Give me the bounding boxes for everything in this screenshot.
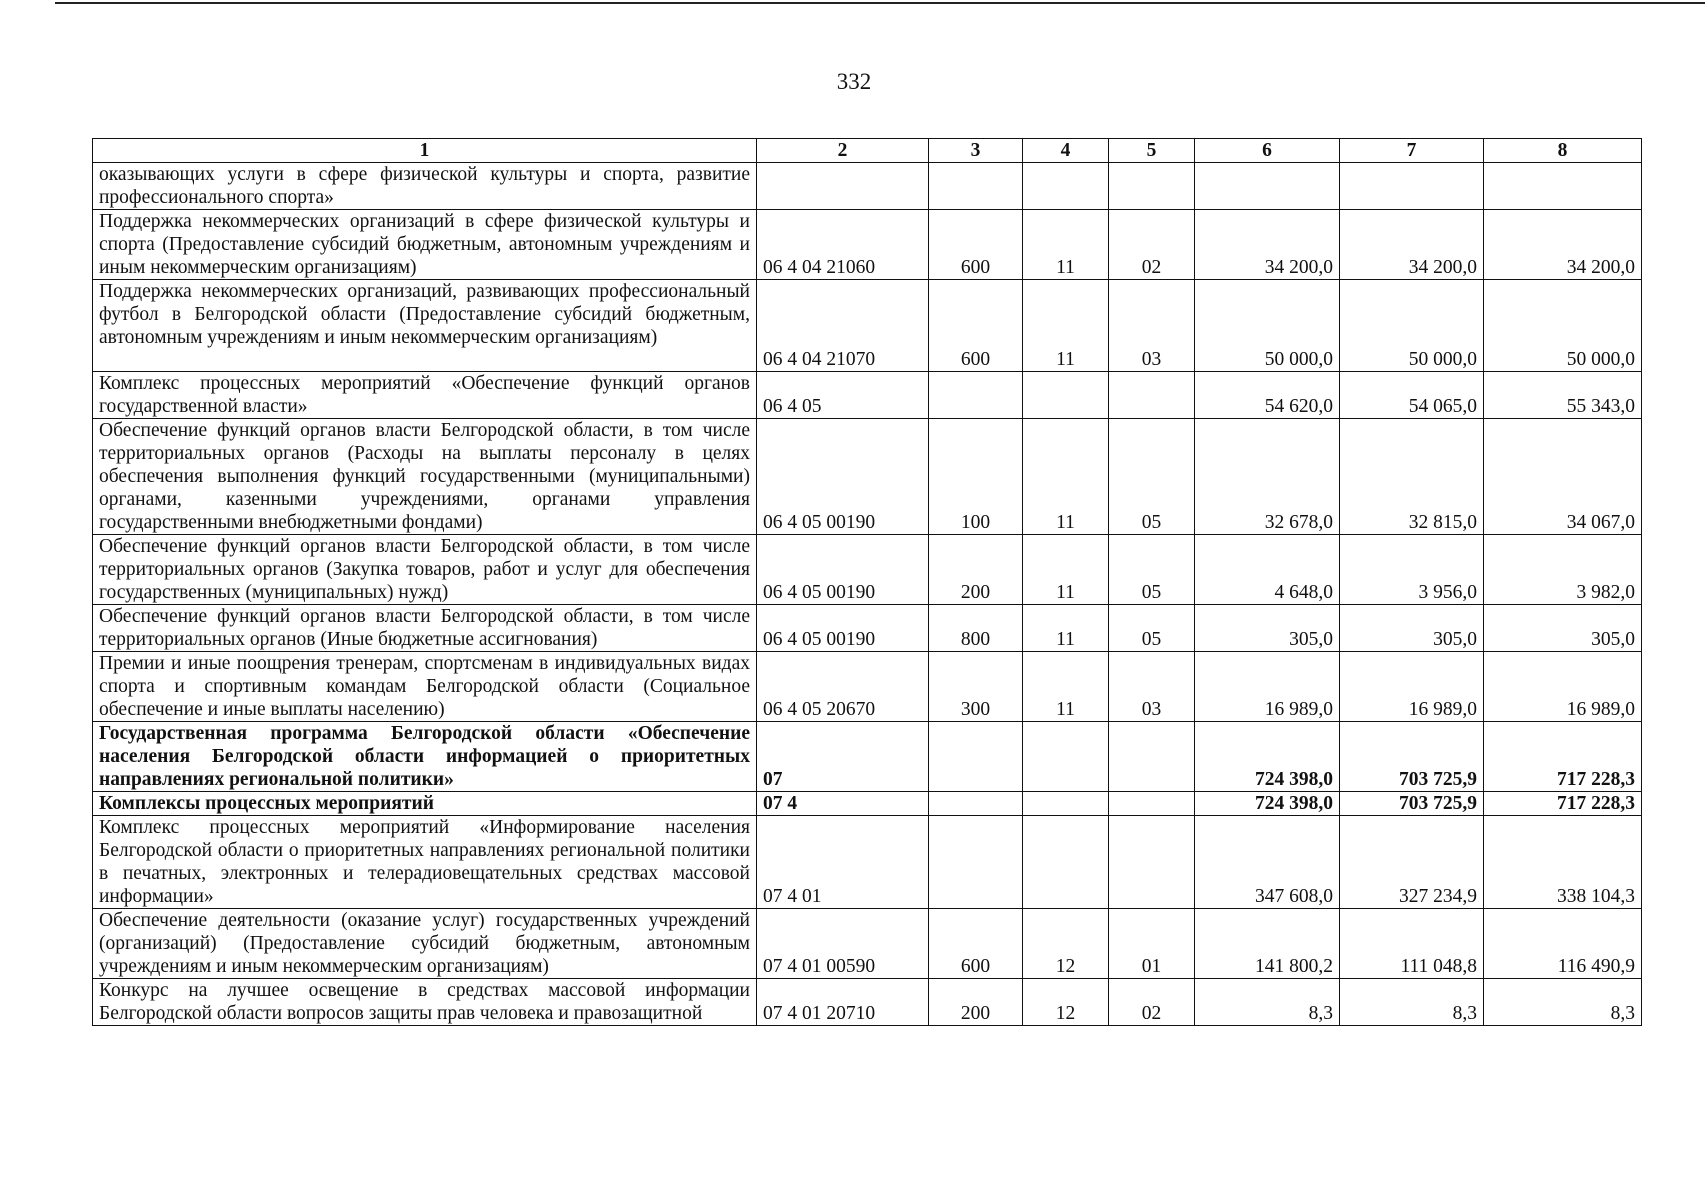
- row-col4: [1023, 372, 1109, 419]
- row-col6: 305,0: [1195, 605, 1340, 652]
- row-name: оказывающих услуги в сфере физической культуры и спорта, развитие профессионального спорта»: [93, 163, 757, 210]
- row-code: 06 4 05 00190: [757, 535, 929, 605]
- row-col4: [1023, 816, 1109, 909]
- row-col6: 32 678,0: [1195, 419, 1340, 535]
- row-col6: [1195, 163, 1340, 210]
- row-col4: 12: [1023, 979, 1109, 1026]
- row-col5: 01: [1109, 909, 1195, 979]
- row-col3: 200: [929, 979, 1023, 1026]
- row-col8: 50 000,0: [1484, 280, 1642, 372]
- column-header-8: 8: [1484, 139, 1642, 163]
- row-col3: 800: [929, 605, 1023, 652]
- row-col5: 02: [1109, 979, 1195, 1026]
- table-row: [93, 163, 1642, 210]
- row-name: Конкурс на лучшее освещение в средствах массовой информации Белгородской области вопросов защиты прав человека и правозащитной: [93, 979, 757, 1026]
- row-col4: 11: [1023, 419, 1109, 535]
- row-col3: [929, 816, 1023, 909]
- row-col6: 4 648,0: [1195, 535, 1340, 605]
- row-col7: 327 234,9: [1340, 816, 1484, 909]
- page-number: 332: [836, 69, 872, 94]
- row-col5: [1109, 163, 1195, 210]
- row-col7: 3 956,0: [1340, 535, 1484, 605]
- row-col6: 34 200,0: [1195, 210, 1340, 280]
- row-col8: 717 228,3: [1484, 722, 1642, 792]
- row-col6: 724 398,0: [1195, 722, 1340, 792]
- row-col7: 703 725,9: [1340, 722, 1484, 792]
- row-col5: 05: [1109, 419, 1195, 535]
- row-code: 07 4: [757, 792, 929, 816]
- row-col6: 724 398,0: [1195, 792, 1340, 816]
- row-col8: 34 067,0: [1484, 419, 1642, 535]
- row-col6: 16 989,0: [1195, 652, 1340, 722]
- row-col4: 11: [1023, 535, 1109, 605]
- row-col7: 32 815,0: [1340, 419, 1484, 535]
- row-code: [757, 163, 929, 210]
- column-header-1: 1: [93, 139, 757, 163]
- table-row: [93, 280, 1642, 372]
- column-header-7: 7: [1340, 139, 1484, 163]
- row-col4: 11: [1023, 652, 1109, 722]
- row-col8: 338 104,3: [1484, 816, 1642, 909]
- row-col4: [1023, 792, 1109, 816]
- row-col3: [929, 163, 1023, 210]
- row-code: 06 4 05: [757, 372, 929, 419]
- row-code: 07 4 01 00590: [757, 909, 929, 979]
- row-col8: 8,3: [1484, 979, 1642, 1026]
- row-code: 06 4 04 21070: [757, 280, 929, 372]
- row-col5: 03: [1109, 280, 1195, 372]
- row-col7: 8,3: [1340, 979, 1484, 1026]
- row-code: 07 4 01 20710: [757, 979, 929, 1026]
- row-col3: 300: [929, 652, 1023, 722]
- row-col4: 11: [1023, 605, 1109, 652]
- row-col6: 347 608,0: [1195, 816, 1340, 909]
- row-col4: [1023, 163, 1109, 210]
- row-col5: 03: [1109, 652, 1195, 722]
- row-col4: 12: [1023, 909, 1109, 979]
- row-code: 06 4 04 21060: [757, 210, 929, 280]
- row-col6: 54 620,0: [1195, 372, 1340, 419]
- table-row: [93, 210, 1642, 280]
- row-col4: 11: [1023, 280, 1109, 372]
- table-row: [93, 652, 1642, 722]
- row-col8: 305,0: [1484, 605, 1642, 652]
- table-row: [93, 605, 1642, 652]
- row-col7: 54 065,0: [1340, 372, 1484, 419]
- row-name: Комплекс процессных мероприятий «Информирование населения Белгородской области о приоритетных направлениях региональной политики в печатных, электронных и телерадиовещательных средствах массовой информации»: [93, 816, 757, 909]
- row-name: Обеспечение функций органов власти Белгородской области, в том числе территориальных органов (Закупка товаров, работ и услуг для обеспечения государственных (муниципальных) нужд): [93, 535, 757, 605]
- row-name: Государственная программа Белгородской области «Обеспечение населения Белгородской области информацией о приоритетных направлениях региональной политики»: [93, 722, 757, 792]
- row-col6: 141 800,2: [1195, 909, 1340, 979]
- row-col3: [929, 372, 1023, 419]
- row-col8: 3 982,0: [1484, 535, 1642, 605]
- row-col7: 305,0: [1340, 605, 1484, 652]
- row-col3: 600: [929, 210, 1023, 280]
- row-col7: 34 200,0: [1340, 210, 1484, 280]
- row-col4: [1023, 722, 1109, 792]
- row-col8: 717 228,3: [1484, 792, 1642, 816]
- row-name: Комплексы процессных мероприятий: [93, 792, 757, 816]
- row-code: 06 4 05 00190: [757, 419, 929, 535]
- row-col4: 11: [1023, 210, 1109, 280]
- table-row: [93, 372, 1642, 419]
- row-col5: 02: [1109, 210, 1195, 280]
- table-row: [93, 419, 1642, 535]
- table-row: [93, 816, 1642, 909]
- row-col3: 100: [929, 419, 1023, 535]
- row-code: 07 4 01: [757, 816, 929, 909]
- row-col5: [1109, 816, 1195, 909]
- row-name: Обеспечение функций органов власти Белгородской области, в том числе территориальных органов (Расходы на выплаты персоналу в целях обеспечения выполнения функций государственными (муниципальными) органами, казенными учреждениями, органами управления государственными внебюджетными фондами): [93, 419, 757, 535]
- row-col5: 05: [1109, 535, 1195, 605]
- table-row: [93, 979, 1642, 1026]
- row-col3: 600: [929, 909, 1023, 979]
- table-row: [93, 535, 1642, 605]
- budget-table: [92, 138, 1642, 1026]
- column-header-5: 5: [1109, 139, 1195, 163]
- row-col6: 50 000,0: [1195, 280, 1340, 372]
- column-header-2: 2: [757, 139, 929, 163]
- row-col8: 55 343,0: [1484, 372, 1642, 419]
- row-name: Обеспечение функций органов власти Белгородской области, в том числе территориальных органов (Иные бюджетные ассигнования): [93, 605, 757, 652]
- row-col5: [1109, 372, 1195, 419]
- row-col7: 16 989,0: [1340, 652, 1484, 722]
- row-col3: 600: [929, 280, 1023, 372]
- table-row: [93, 792, 1642, 816]
- row-col8: [1484, 163, 1642, 210]
- column-header-4: 4: [1023, 139, 1109, 163]
- table-body: [93, 163, 1642, 1026]
- row-col8: 16 989,0: [1484, 652, 1642, 722]
- row-col5: [1109, 722, 1195, 792]
- row-col6: 8,3: [1195, 979, 1340, 1026]
- row-name: Комплекс процессных мероприятий «Обеспечение функций органов государственной власти»: [93, 372, 757, 419]
- row-col7: 111 048,8: [1340, 909, 1484, 979]
- top-rule: [55, 2, 1705, 4]
- row-name: Обеспечение деятельности (оказание услуг) государственных учреждений (организаций) (Предоставление субсидий бюджетным, автономным учреждениям и иным некоммерческим организациям): [93, 909, 757, 979]
- row-col7: [1340, 163, 1484, 210]
- row-col8: 34 200,0: [1484, 210, 1642, 280]
- table-row: [93, 909, 1642, 979]
- row-col7: 703 725,9: [1340, 792, 1484, 816]
- row-col7: 50 000,0: [1340, 280, 1484, 372]
- column-header-3: 3: [929, 139, 1023, 163]
- row-name: Премии и иные поощрения тренерам, спортсменам в индивидуальных видах спорта и спортивным командам Белгородской области (Социальное обеспечение и иные выплаты населению): [93, 652, 757, 722]
- row-col3: [929, 722, 1023, 792]
- row-col5: [1109, 792, 1195, 816]
- row-code: 06 4 05 20670: [757, 652, 929, 722]
- row-code: 07: [757, 722, 929, 792]
- table-row: [93, 722, 1642, 792]
- row-col5: 05: [1109, 605, 1195, 652]
- row-name: Поддержка некоммерческих организаций, развивающих профессиональный футбол в Белгородской области (Предоставление субсидий бюджетным, автономным учреждениям и иным некоммерческим организациям): [93, 280, 757, 372]
- row-name: Поддержка некоммерческих организаций в сфере физической культуры и спорта (Предоставление субсидий бюджетным, автономным учреждениям и иным некоммерческим организациям): [93, 210, 757, 280]
- row-col3: 200: [929, 535, 1023, 605]
- row-col3: [929, 792, 1023, 816]
- header-row: [93, 139, 1642, 163]
- row-code: 06 4 05 00190: [757, 605, 929, 652]
- column-header-6: 6: [1195, 139, 1340, 163]
- row-col8: 116 490,9: [1484, 909, 1642, 979]
